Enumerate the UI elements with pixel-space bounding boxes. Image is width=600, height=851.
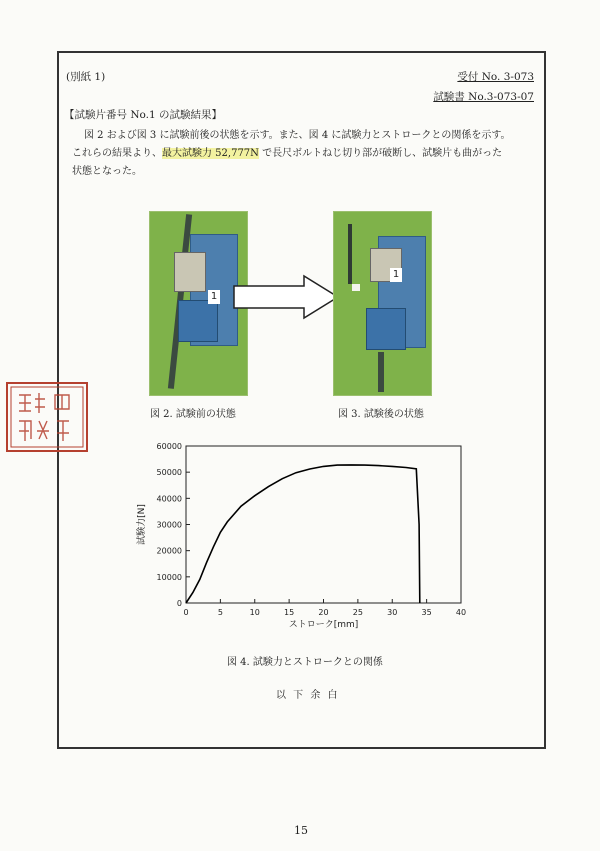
x-tick-label: 10 xyxy=(249,608,260,617)
specimen-label: 1 xyxy=(208,290,220,304)
y-tick-label: 60000 xyxy=(156,442,182,451)
x-tick-label: 25 xyxy=(352,608,363,617)
force-stroke-chart xyxy=(130,438,480,643)
page-number: 15 xyxy=(294,824,308,837)
x-tick-label: 5 xyxy=(217,608,223,617)
y-tick-label: 30000 xyxy=(156,520,182,530)
x-tick-label: 0 xyxy=(183,608,189,617)
fig4-caption: 図 4. 試験力とストロークとの関係 xyxy=(227,657,383,668)
y-tick-label: 20000 xyxy=(156,546,182,556)
section-title: 【試験片番号 No.1 の試験結果】 xyxy=(64,109,223,121)
broken-bolt xyxy=(348,224,352,284)
y-tick-label: 40000 xyxy=(156,494,182,504)
photo-after-test xyxy=(333,211,432,396)
body-line-2-pre: これらの結果より、 xyxy=(72,148,162,159)
seal-stamp xyxy=(5,381,89,453)
bolt-remainder xyxy=(378,352,384,392)
series-line xyxy=(186,465,420,603)
bracket xyxy=(174,252,206,292)
y-tick-label: 10000 xyxy=(156,572,182,582)
bolt-fragment xyxy=(352,284,360,291)
x-tick-label: 20 xyxy=(318,608,329,617)
body-line-1: 図 2 および図 3 に試験前後の状態を示す。また、図 4 に試験力とストロークとの関係を示す。 xyxy=(84,130,511,141)
closing-remark: 以 下 余 白 xyxy=(276,690,340,701)
body-line-3: 状態となった。 xyxy=(72,166,142,177)
header-left: (別紙 1) xyxy=(66,71,106,83)
right-arrow-icon xyxy=(232,274,342,320)
clamp xyxy=(366,308,406,350)
body-line-2-post: で長尺ボルトねじ切り部が破断し、試験片も曲がった xyxy=(258,148,503,159)
body-line-2 xyxy=(72,144,502,159)
specimen-label: 1 xyxy=(390,268,402,282)
receipt-number: 受付 No. 3-073 xyxy=(457,71,534,83)
y-axis-label: 試験力[N] xyxy=(137,504,147,545)
y-tick-label: 0 xyxy=(176,599,182,608)
fig3-caption: 図 3. 試験後の状態 xyxy=(338,409,424,420)
x-axis-label: ストローク[mm] xyxy=(288,620,359,630)
fig2-caption: 図 2. 試験前の状態 xyxy=(150,409,236,420)
x-tick-label: 35 xyxy=(421,608,432,617)
clamp xyxy=(178,300,218,342)
x-tick-label: 15 xyxy=(284,608,295,617)
x-tick-label: 40 xyxy=(455,608,467,617)
x-tick-label: 30 xyxy=(387,608,398,617)
y-tick-label: 50000 xyxy=(156,468,182,478)
max-force-highlight: 最大試験力 52,777N xyxy=(162,148,259,159)
report-number: 試験書 No.3-073-07 xyxy=(433,91,534,103)
